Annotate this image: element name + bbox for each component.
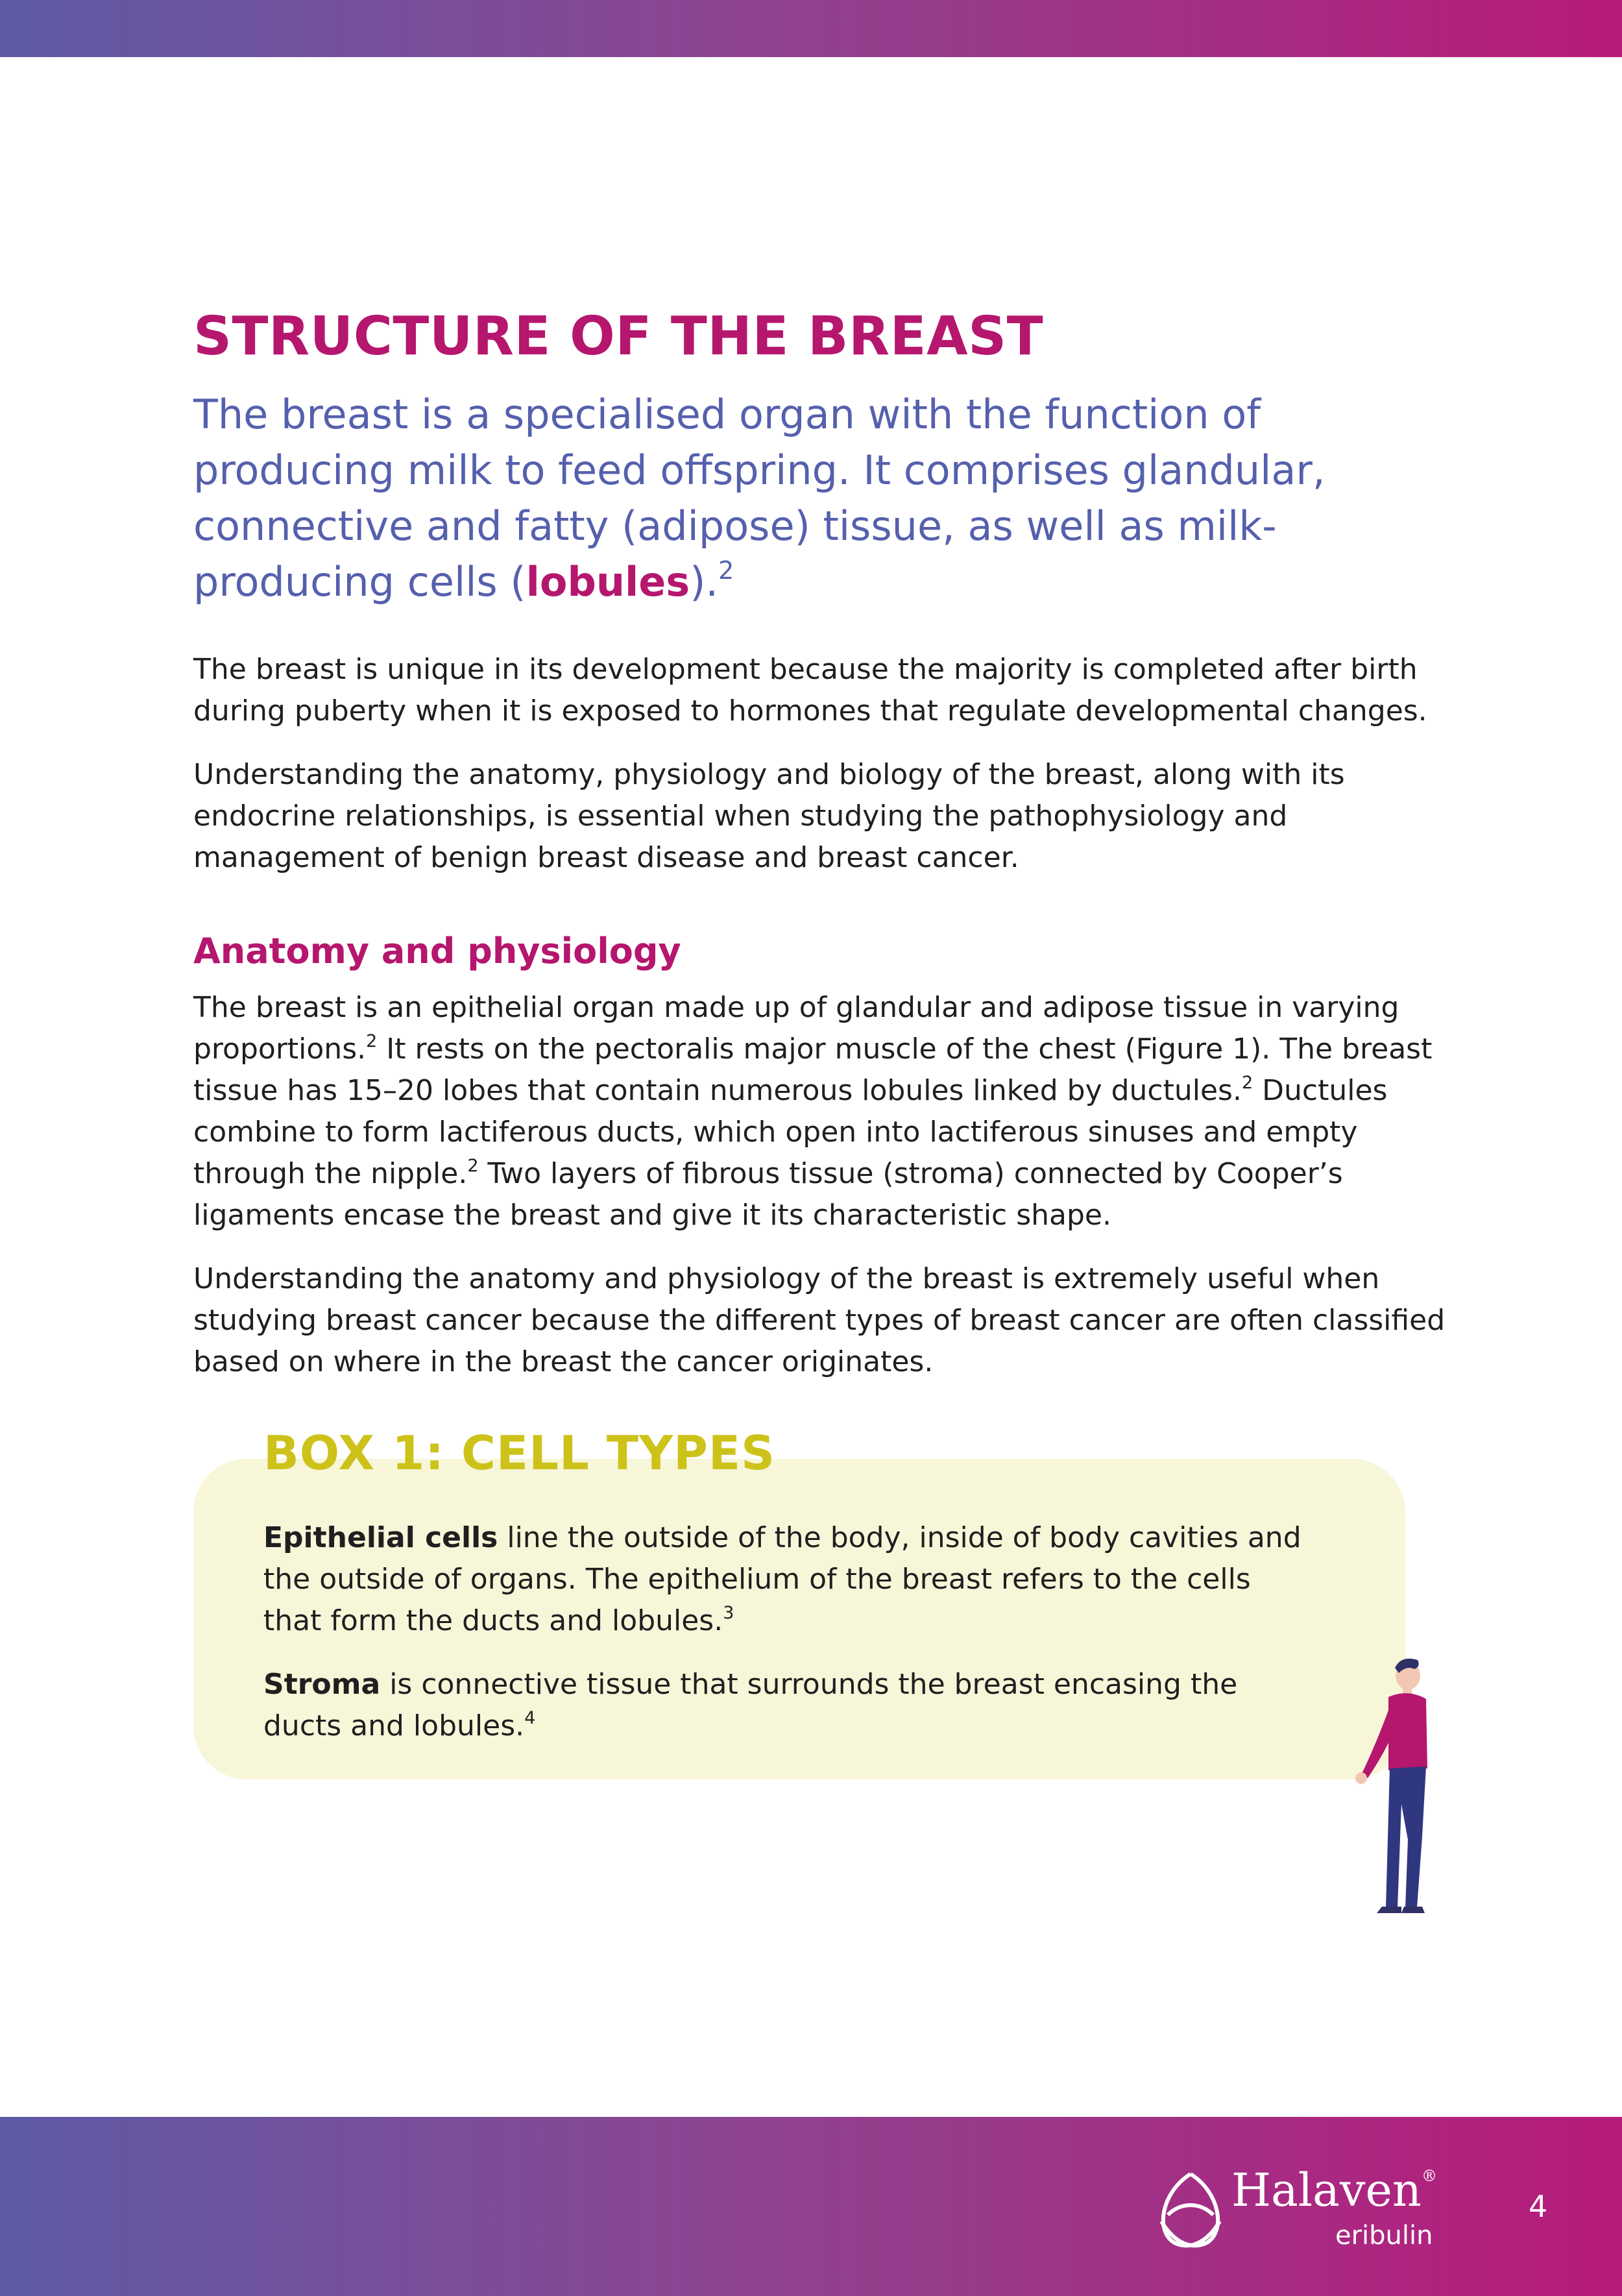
registered-mark: ® — [1421, 2167, 1437, 2185]
top-gradient-bar — [0, 0, 1622, 57]
main-content — [193, 305, 1446, 1405]
reference-marker: 2 — [1241, 1073, 1253, 1093]
anatomy-paragraph-1 — [193, 987, 1446, 1236]
anatomy-text-b: It rests on the pectoralis major muscle of the chest (Figure 1). The breast tissue has 15–20 lobes that contain numerous lobules linked by ductules. — [193, 1032, 1433, 1108]
box-title: BOX 1: CELL TYPES — [263, 1426, 775, 1480]
lead-highlight-lobules: lobules — [526, 558, 690, 606]
brand-subtitle: eribulin — [1335, 2221, 1433, 2251]
lead-reference: 2 — [718, 556, 734, 585]
anatomy-text-a: The breast is an epithelial organ made up of glandular and adipose tissue in varying proportions. — [193, 991, 1399, 1066]
box-item-epithelial — [263, 1517, 1314, 1642]
box-item-stroma — [263, 1664, 1314, 1747]
person-illustration — [1350, 1655, 1453, 1914]
lead-text: The breast is a specialised organ with the function of producing milk to feed offspring. It comprises glandular, connective and fatty (adipose) tissue, as well as milk-producing cells ( — [193, 391, 1325, 606]
reference-marker: 4 — [524, 1708, 536, 1728]
box-term-epithelial-cells: Epithelial cells — [263, 1521, 498, 1554]
page-title: STRUCTURE OF THE BREAST — [193, 306, 1044, 367]
lead-after: ). — [690, 558, 719, 606]
intro-paragraph-2: Understanding the anatomy, physiology and biology of the breast, along with its endocrine relationships, is essential when studying the pathophysiology and management of benign breast disease and breast cancer. — [193, 758, 1345, 875]
anatomy-text-c: Ductules combine to form lactiferous ducts, which open into lactiferous sinuses and empty through the nipple. — [193, 1074, 1388, 1191]
brand-name: Halaven® — [1231, 2164, 1437, 2217]
anatomy-paragraph-2: Understanding the anatomy and physiology of the breast is extremely useful when studying breast cancer because the different types of breast cancer are often classified based on where in the breast the cancer originates. — [193, 1262, 1446, 1379]
box-text-epithelial: line the outside of the body, inside of body cavities and the outside of organs. The epithelium of the breast refers to the cells that form the ducts and lobules. — [263, 1521, 1301, 1637]
intro-paragraph-1: The breast is unique in its development because the majority is completed after birth during puberty when it is exposed to hormones that regulate developmental changes. — [193, 653, 1427, 728]
lead-paragraph — [193, 387, 1446, 610]
anatomy-text-d: Two layers of fibrous tissue (stroma) connected by Cooper’s ligaments encase the breast and give it its characteristic shape. — [193, 1157, 1343, 1232]
box-content — [263, 1517, 1314, 1769]
page-number: 4 — [1529, 2189, 1548, 2224]
box-term-stroma: Stroma — [263, 1668, 381, 1701]
reference-marker: 3 — [723, 1603, 734, 1623]
reference-marker: 2 — [366, 1031, 378, 1052]
box-text-stroma: is connective tissue that surrounds the breast encasing the ducts and lobules. — [263, 1668, 1238, 1742]
section-heading-anatomy: Anatomy and physiology — [193, 931, 681, 972]
reference-marker: 2 — [467, 1156, 479, 1177]
